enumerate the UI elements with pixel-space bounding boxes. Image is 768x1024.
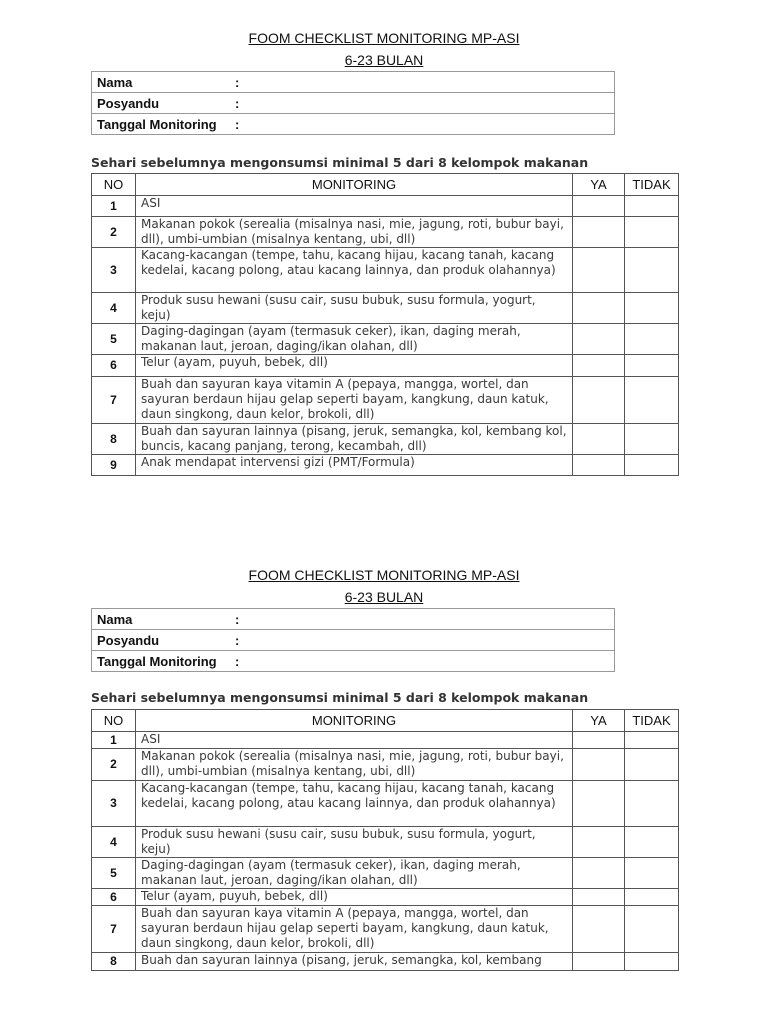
checklist-table — [91, 173, 679, 476]
info-row-posyandu — [92, 630, 615, 651]
tidak-checkbox-cell[interactable] — [625, 355, 679, 377]
info-separator: : — [235, 653, 240, 669]
tidak-checkbox-cell[interactable] — [625, 248, 679, 293]
ya-checkbox-cell[interactable] — [573, 355, 625, 377]
row-text: Makanan pokok (serealia (misalnya nasi, mie, jagung, roti, bubur bayi, dll), umbi-umbian (misalnya kentang, ubi, dll) — [136, 749, 573, 781]
checklist-row — [92, 248, 679, 293]
checklist-row — [92, 455, 679, 476]
info-row-posyandu — [92, 93, 615, 114]
tidak-checkbox-cell[interactable] — [625, 906, 679, 953]
row-text: Telur (ayam, puyuh, bebek, dll) — [136, 355, 573, 377]
ya-checkbox-cell[interactable] — [573, 953, 625, 971]
ya-checkbox-cell[interactable] — [573, 732, 625, 749]
checklist-row — [92, 196, 679, 217]
row-text: ASI — [136, 196, 573, 217]
checklist-row — [92, 424, 679, 455]
ya-checkbox-cell[interactable] — [573, 217, 625, 248]
form-title: FOOM CHECKLIST MONITORING MP-ASI — [248, 30, 520, 46]
row-number: 4 — [92, 293, 136, 324]
header-no: NO — [92, 710, 136, 732]
checklist-row — [92, 781, 679, 827]
info-value-field[interactable] — [230, 93, 615, 114]
row-text: Kacang-kacangan (tempe, tahu, kacang hijau, kacang tanah, kacang kedelai, kacang polong, atau kacang lainnya, dan produk olahannya) — [136, 248, 573, 293]
checklist-table — [91, 709, 679, 971]
tidak-checkbox-cell[interactable] — [625, 455, 679, 476]
checklist-row — [92, 324, 679, 355]
header-monitoring: MONITORING — [136, 174, 573, 196]
tidak-checkbox-cell[interactable] — [625, 953, 679, 971]
ya-checkbox-cell[interactable] — [573, 248, 625, 293]
ya-checkbox-cell[interactable] — [573, 749, 625, 781]
row-text: Kacang-kacangan (tempe, tahu, kacang hijau, kacang tanah, kacang kedelai, kacang polong, atau kacang lainnya, dan produk olahannya) — [136, 781, 573, 827]
info-row-tanggal — [92, 651, 615, 672]
row-text: ASI — [136, 732, 573, 749]
section-subtitle: Sehari sebelumnya mengonsumsi minimal 5 dari 8 kelompok makanan — [91, 155, 589, 170]
tidak-checkbox-cell[interactable] — [625, 732, 679, 749]
row-number: 5 — [92, 324, 136, 355]
header-ya: YA — [573, 710, 625, 732]
checklist-row — [92, 377, 679, 424]
checklist-row — [92, 889, 679, 906]
info-label: Posyandu — [92, 630, 231, 651]
info-separator: : — [235, 74, 240, 90]
info-table — [91, 71, 615, 135]
tidak-checkbox-cell[interactable] — [625, 324, 679, 355]
checklist-row — [92, 858, 679, 889]
tidak-checkbox-cell[interactable] — [625, 781, 679, 827]
row-number: 9 — [92, 455, 136, 476]
ya-checkbox-cell[interactable] — [573, 455, 625, 476]
header-monitoring: MONITORING — [136, 710, 573, 732]
row-text: Produk susu hewani (susu cair, susu bubuk, susu formula, yogurt, keju) — [136, 293, 573, 324]
info-value-field[interactable] — [230, 114, 615, 135]
info-table — [91, 608, 615, 672]
tidak-checkbox-cell[interactable] — [625, 749, 679, 781]
tidak-checkbox-cell[interactable] — [625, 889, 679, 906]
row-text: Buah dan sayuran lainnya (pisang, jeruk, semangka, kol, kembang — [136, 953, 573, 971]
row-number: 1 — [92, 196, 136, 217]
checklist-row — [92, 293, 679, 324]
info-separator: : — [235, 116, 240, 132]
header-tidak: TIDAK — [625, 710, 679, 732]
row-text: Telur (ayam, puyuh, bebek, dll) — [136, 889, 573, 906]
row-number: 6 — [92, 355, 136, 377]
info-row-nama — [92, 72, 615, 93]
info-label: Tanggal Monitoring — [92, 114, 231, 135]
form-subtitle-age: 6-23 BULAN — [344, 52, 424, 68]
tidak-checkbox-cell[interactable] — [625, 293, 679, 324]
info-label: Nama — [92, 609, 231, 630]
row-text: Anak mendapat intervensi gizi (PMT/Formula) — [136, 455, 573, 476]
ya-checkbox-cell[interactable] — [573, 889, 625, 906]
info-value-field[interactable] — [230, 609, 615, 630]
row-number: 1 — [92, 732, 136, 749]
row-text: Makanan pokok (serealia (misalnya nasi, mie, jagung, roti, bubur bayi, dll), umbi-umbian (misalnya kentang, ubi, dll) — [136, 217, 573, 248]
ya-checkbox-cell[interactable] — [573, 377, 625, 424]
row-number: 3 — [92, 248, 136, 293]
ya-checkbox-cell[interactable] — [573, 827, 625, 858]
row-number: 5 — [92, 858, 136, 889]
row-text: Daging-dagingan (ayam (termasuk ceker), ikan, daging merah, makanan laut, jeroan, daging/ikan olahan, dll) — [136, 858, 573, 889]
ya-checkbox-cell[interactable] — [573, 196, 625, 217]
info-row-tanggal — [92, 114, 615, 135]
section-subtitle: Sehari sebelumnya mengonsumsi minimal 5 dari 8 kelompok makanan — [91, 690, 589, 705]
row-number: 4 — [92, 827, 136, 858]
row-text: Produk susu hewani (susu cair, susu bubuk, susu formula, yogurt, keju) — [136, 827, 573, 858]
header-row — [92, 174, 679, 196]
row-number: 7 — [92, 377, 136, 424]
tidak-checkbox-cell[interactable] — [625, 377, 679, 424]
row-number: 8 — [92, 424, 136, 455]
info-label: Nama — [92, 72, 231, 93]
header-row — [92, 710, 679, 732]
row-number: 2 — [92, 749, 136, 781]
info-separator: : — [235, 95, 240, 111]
header-tidak: TIDAK — [625, 174, 679, 196]
tidak-checkbox-cell[interactable] — [625, 858, 679, 889]
info-label: Tanggal Monitoring — [92, 651, 231, 672]
tidak-checkbox-cell[interactable] — [625, 827, 679, 858]
ya-checkbox-cell[interactable] — [573, 781, 625, 827]
info-value-field[interactable] — [230, 651, 615, 672]
row-number: 7 — [92, 906, 136, 953]
info-value-field[interactable] — [230, 630, 615, 651]
info-separator: : — [235, 611, 240, 627]
tidak-checkbox-cell[interactable] — [625, 217, 679, 248]
ya-checkbox-cell[interactable] — [573, 906, 625, 953]
row-number: 2 — [92, 217, 136, 248]
row-text: Buah dan sayuran lainnya (pisang, jeruk, semangka, kol, kembang kol, buncis, kacang panjang, terong, kecambah, dll) — [136, 424, 573, 455]
checklist-row — [92, 953, 679, 971]
info-separator: : — [235, 632, 240, 648]
checklist-row — [92, 732, 679, 749]
checklist-row — [92, 217, 679, 248]
row-number: 8 — [92, 953, 136, 971]
ya-checkbox-cell[interactable] — [573, 324, 625, 355]
form-title: FOOM CHECKLIST MONITORING MP-ASI — [248, 567, 520, 583]
header-no: NO — [92, 174, 136, 196]
header-ya: YA — [573, 174, 625, 196]
tidak-checkbox-cell[interactable] — [625, 196, 679, 217]
info-row-nama — [92, 609, 615, 630]
form-subtitle-age: 6-23 BULAN — [344, 589, 424, 605]
checklist-row — [92, 749, 679, 781]
info-label: Posyandu — [92, 93, 231, 114]
info-value-field[interactable] — [230, 72, 615, 93]
checklist-row — [92, 355, 679, 377]
row-number: 6 — [92, 889, 136, 906]
tidak-checkbox-cell[interactable] — [625, 424, 679, 455]
row-text: Buah dan sayuran kaya vitamin A (pepaya, mangga, wortel, dan sayuran berdaun hijau gelap seperti bayam, kangkung, daun katuk, daun singkong, daun kelor, brokoli, dll) — [136, 906, 573, 953]
checklist-row — [92, 906, 679, 953]
ya-checkbox-cell[interactable] — [573, 424, 625, 455]
row-text: Daging-dagingan (ayam (termasuk ceker), ikan, daging merah, makanan laut, jeroan, daging/ikan olahan, dll) — [136, 324, 573, 355]
ya-checkbox-cell[interactable] — [573, 293, 625, 324]
row-number: 3 — [92, 781, 136, 827]
row-text: Buah dan sayuran kaya vitamin A (pepaya, mangga, wortel, dan sayuran berdaun hijau gelap seperti bayam, kangkung, daun katuk, daun singkong, daun kelor, brokoli, dll) — [136, 377, 573, 424]
checklist-row — [92, 827, 679, 858]
ya-checkbox-cell[interactable] — [573, 858, 625, 889]
